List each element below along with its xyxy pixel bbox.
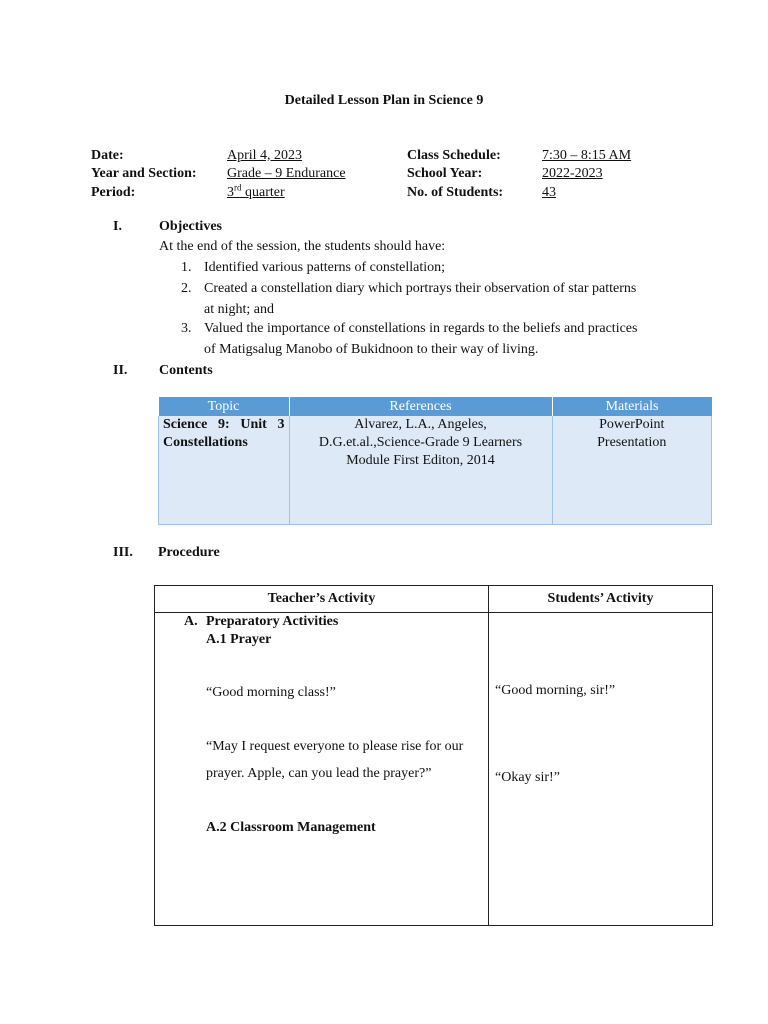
objective-item-2-cont: at night; and	[204, 302, 274, 317]
topic-line-2: Constellations	[163, 435, 248, 450]
school-year-label: School Year:	[407, 166, 483, 181]
student-response: “Okay sir!”	[495, 770, 560, 785]
reference-line-1: Alvarez, L.A., Angeles,	[354, 417, 487, 432]
student-greeting: “Good morning, sir!”	[495, 683, 616, 698]
students-activity-cell	[489, 613, 713, 926]
section-a-letter: A.	[184, 614, 198, 629]
a2-classroom-management-title: A.2 Classroom Management	[206, 820, 376, 835]
teacher-activity-cell	[155, 613, 489, 926]
students-value: 43	[542, 185, 556, 200]
objective-number-1: 1.	[181, 260, 192, 275]
school-year-value: 2022-2023	[542, 166, 603, 181]
objectives-intro: At the end of the session, the students should have:	[159, 239, 446, 254]
contents-header-topic: Topic	[159, 397, 290, 416]
period-suffix: rd	[234, 182, 242, 193]
contents-heading: Contents	[159, 363, 213, 378]
procedure-row	[155, 613, 713, 926]
teacher-request-line-2: prayer. Apple, can you lead the prayer?”	[206, 766, 432, 781]
procedure-heading: Procedure	[158, 545, 220, 560]
topic-line-1: Science 9: Unit 3	[163, 417, 285, 432]
objective-number-2: 2.	[181, 281, 192, 296]
contents-header-references: References	[289, 397, 552, 416]
objective-number-3: 3.	[181, 321, 192, 336]
period-number: 3	[227, 185, 234, 200]
date-label: Date:	[91, 148, 124, 163]
a1-prayer-title: A.1 Prayer	[206, 632, 272, 647]
contents-topic-cell	[159, 416, 290, 525]
students-label: No. of Students:	[407, 185, 504, 200]
schedule-value: 7:30 – 8:15 AM	[542, 148, 632, 163]
year-section-label: Year and Section:	[91, 166, 197, 181]
contents-references-cell	[289, 416, 552, 525]
objectives-numeral: I.	[113, 219, 122, 234]
materials-line-1: PowerPoint	[599, 417, 665, 432]
procedure-header-teacher: Teacher’s Activity	[155, 586, 489, 613]
period-label: Period:	[91, 185, 136, 200]
section-a-title: Preparatory Activities	[206, 614, 339, 629]
reference-line-3: Module First Editon, 2014	[346, 453, 495, 468]
contents-table	[158, 397, 712, 525]
reference-line-2: D.G.et.al.,Science-Grade 9 Learners	[318, 435, 523, 450]
contents-numeral: II.	[113, 363, 128, 378]
objective-item-2: Created a constellation diary which portrays their observation of star patterns	[204, 281, 637, 296]
contents-row	[159, 416, 712, 525]
year-section-value: Grade – 9 Endurance	[227, 166, 346, 181]
contents-header-materials: Materials	[552, 397, 712, 416]
procedure-table	[154, 585, 713, 926]
objective-item-3: Valued the importance of constellations in regards to the beliefs and practices	[204, 321, 638, 336]
teacher-request-line-1: “May I request everyone to please rise for our	[206, 739, 464, 754]
page-title: Detailed Lesson Plan in Science 9	[284, 93, 484, 108]
schedule-label: Class Schedule:	[407, 148, 501, 163]
teacher-greeting: “Good morning class!”	[206, 685, 336, 700]
objective-item-3-cont: of Matigsalug Manobo of Bukidnoon to their way of living.	[204, 342, 539, 357]
procedure-header-students: Students’ Activity	[489, 586, 713, 613]
objective-item-1: Identified various patterns of constellation;	[204, 260, 446, 275]
materials-line-2: Presentation	[597, 435, 667, 450]
procedure-numeral: III.	[113, 545, 133, 560]
period-value	[227, 182, 285, 201]
contents-materials-cell	[552, 416, 712, 525]
period-rest: quarter	[241, 185, 285, 200]
date-value: April 4, 2023	[227, 148, 303, 163]
objectives-heading: Objectives	[159, 219, 222, 234]
